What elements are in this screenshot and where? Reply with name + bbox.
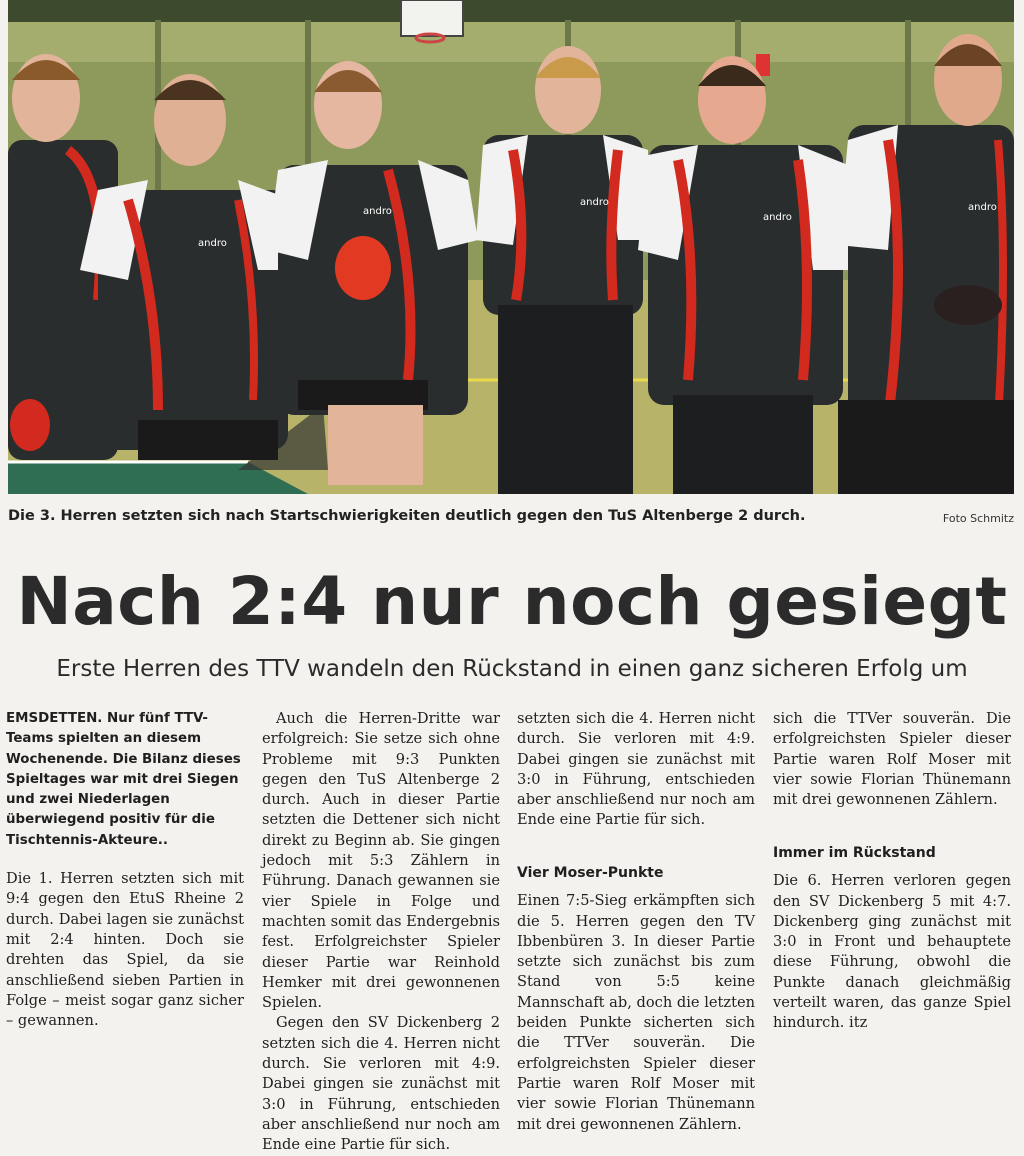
article-paragraph-continued: setzten sich die 4. Herren nicht durch. Sie verloren mit 4:9. Dabei gingen sie zunächst mit 3:0 in Führung, entschieden aber anschließend nur noch am Ende eine Partie für sich.	[517, 710, 755, 829]
team-photo	[8, 0, 1014, 494]
photo-credit: Foto Schmitz	[942, 512, 1014, 525]
article-column-1	[6, 709, 244, 1031]
photo-caption	[8, 508, 1014, 530]
article-paragraph: Auch die Herren-Dritte war erfolgreich: Sie setze sich ohne Probleme mit 9:3 Punkten gegen den TuS Altenberge 2 durch. Auch in dieser Partie setzten die Dettener sich nicht direkt zu Beginn ab. Sie gingen jedoch mit 5:3 Zählern in Führung. Danach gewannen sie vier Spiele in Folge und machten somit das Endergebnis fest. Erfolgreichster Spieler dieser Partie war Reinhold Hemker mit drei gewonnenen Spielen.	[262, 710, 500, 1012]
article-paragraph: Die 6. Herren verloren gegen den SV Dickenberg 5 mit 4:7. Dickenberg ging zunächst mit 3:0 in Front und behauptete diese Führung, obwohl die Punkte danach gleichmäßig verteilt waren, das ganze Spiel hindurch. itz	[773, 872, 1011, 1032]
article-paragraph: Einen 7:5-Sieg erkämpften sich die 5. Herren gegen den TV Ibbenbüren 3. In dieser Partie setzte sich zunächst bis zum Stand von 5:5 keine Mannschaft ab, doch die letzten beiden Punkte sicherten sich die TTVer souverän. Die erfolgreichsten Spieler dieser Partie waren Rolf Moser mit vier sowie Florian Thünemann mit drei gewonnenen Zählern.	[517, 892, 755, 1133]
team-photo-illustration	[8, 0, 1014, 494]
article-paragraph: Die 1. Herren setzten sich mit 9:4 gegen den EtuS Rheine 2 durch. Dabei lagen sie zunächst mit 2:4 hinten. Doch sie drehten das Spiel, da sie anschließend sieben Partien in Folge – meist sogar ganz sicher – gewannen.	[6, 870, 244, 1030]
svg-text:andro: andro	[580, 197, 609, 208]
svg-text:andro: andro	[363, 206, 392, 217]
caption-text: Die 3. Herren setzten sich nach Startschwierigkeiten deutlich gegen den TuS Altenberge 2 durch.	[8, 508, 806, 524]
headline: Nach 2:4 nur noch gesiegt	[16, 563, 1008, 640]
article-column-3	[517, 709, 755, 1133]
article-column-2	[262, 709, 500, 1154]
svg-text:andro: andro	[763, 212, 792, 223]
shirt-brand-logo: andro	[198, 238, 227, 249]
article-paragraph: Gegen den SV Dickenberg 2 setzten sich die 4. Herren nicht durch. Sie verloren mit 4:9. Dabei gingen sie zunächst mit 3:0 in Führung, entschieden aber anschließend nur noch am Ende eine Partie für sich.	[262, 1014, 500, 1154]
article-lead: EMSDETTEN. Nur fünf TTV-Teams spielten an diesem Wochenende. Die Bilanz dieses Spieltages war mit drei Siegen und zwei Niederlagen überwiegend positiv für die Tischtennis-Akteure..	[6, 711, 241, 848]
article-column-4	[773, 709, 1011, 1034]
article-paragraph-continued: sich die TTVer souverän. Die erfolgreichsten Spieler dieser Partie waren Rolf Moser mit vier sowie Florian Thünemann mit drei gewonnenen Zählern.	[773, 710, 1011, 809]
svg-text:andro: andro	[968, 202, 997, 213]
subheadline: Erste Herren des TTV wandeln den Rückstand in einen ganz sicheren Erfolg um	[56, 656, 968, 682]
subheading: Immer im Rückstand	[773, 845, 936, 861]
subheading: Vier Moser-Punkte	[517, 865, 664, 881]
